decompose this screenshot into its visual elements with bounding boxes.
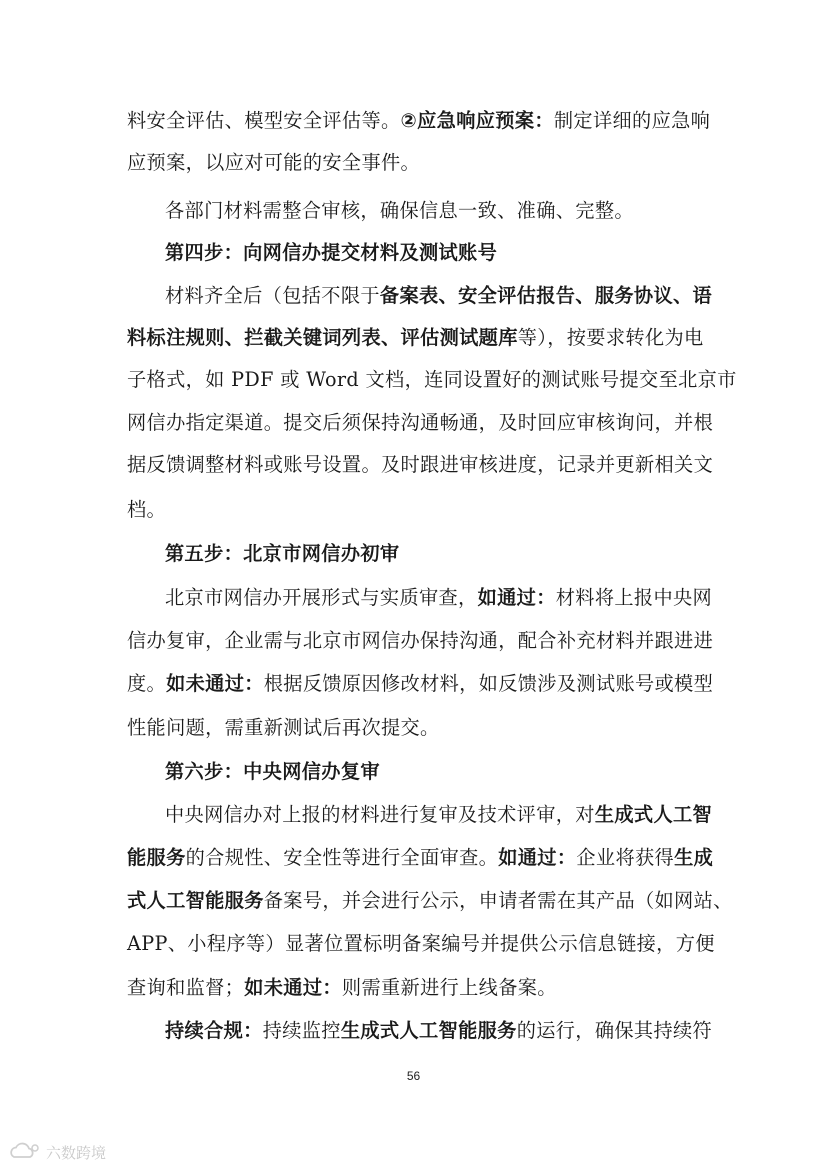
text-segment: 档。	[127, 498, 167, 521]
text-segment: 各部门材料需整合审核，确保信息一致、准确、完整。	[165, 199, 634, 222]
text-segment: APP、小程序等）显著位置标明备案编号并提供公示信息链接，方便	[127, 932, 715, 955]
text-segment: 网信办指定渠道。提交后须保持沟通畅通，及时回应审核询问，并根	[127, 411, 714, 434]
text-line	[165, 802, 713, 828]
text-line	[127, 150, 701, 176]
text-segment: 信办复审，企业需与北京市网信办保持沟通，配合补充材料并跟进进	[127, 629, 714, 652]
text-line	[165, 1018, 713, 1044]
text-line	[127, 975, 701, 1001]
text-segment: 性能问题，需重新测试后再次提交。	[127, 716, 440, 739]
text-line	[165, 198, 701, 224]
bold-text: 如通过：	[477, 586, 556, 609]
text-line	[127, 845, 714, 871]
text-segment: 的运行，确保其持续符	[516, 1019, 713, 1042]
bold-text: ②应急响应预案：	[400, 109, 554, 132]
text-segment: 制定详细的应急响	[553, 109, 711, 132]
text-segment: 应预案，以应对可能的安全事件。	[127, 151, 421, 174]
text-line	[127, 452, 714, 478]
text-line	[127, 410, 714, 436]
text-segment: 料安全评估、模型安全评估等。	[127, 109, 401, 132]
bold-text: 如未通过：	[244, 976, 342, 999]
text-segment: 持续监控	[262, 1019, 341, 1042]
text-segment: 查询和监督；	[127, 976, 245, 999]
bold-text: 第六步：中央网信办复审	[165, 760, 380, 783]
text-line	[127, 888, 733, 914]
bold-text: 备案表、安全评估报告、服务协议、语	[379, 284, 713, 307]
text-line	[165, 759, 701, 785]
text-line	[165, 240, 701, 266]
page-number: 56	[406, 1069, 421, 1083]
text-segment: 则需重新进行上线备案。	[341, 976, 557, 999]
text-line	[127, 108, 711, 134]
watermark-text: 六数跨境	[46, 1143, 107, 1162]
bold-text: 如未通过：	[166, 672, 264, 695]
text-segment: 中央网信办对上报的材料进行复审及技术评审，对	[165, 803, 595, 826]
text-segment: 材料将上报中央网	[555, 586, 713, 609]
text-line	[127, 367, 737, 393]
bold-text: 第四步：向网信办提交材料及测试账号	[165, 241, 498, 264]
text-segment: 北京市网信办开展形式与实质审查，	[165, 586, 478, 609]
text-segment: 据反馈调整材料或账号设置。及时跟进审核进度，记录并更新相关文	[127, 453, 714, 476]
text-segment: 子格式，如 PDF 或 Word 文档，连同设置好的测试账号提交至北京市	[127, 368, 737, 391]
bold-text: 如通过：	[498, 846, 577, 869]
bold-text: 式人工智能服务	[127, 889, 264, 912]
text-line	[127, 325, 704, 351]
text-line	[127, 628, 714, 654]
text-segment: 度。	[127, 672, 167, 695]
bold-text: 生成式人工智	[594, 803, 713, 826]
text-line	[127, 931, 715, 957]
text-line	[127, 715, 701, 741]
bold-text: 持续合规：	[165, 1019, 263, 1042]
text-line	[127, 497, 701, 523]
bold-text: 料标注规则、拦截关键词列表、评估测试题库	[127, 326, 518, 349]
cloud-logo-icon	[8, 1142, 42, 1162]
text-line	[165, 585, 713, 611]
text-segment: 等），按要求转化为电	[517, 326, 704, 349]
text-segment: 的合规性、安全性等进行全面审查。	[185, 846, 499, 869]
text-segment: 材料齐全后（包括不限于	[165, 284, 380, 307]
text-line	[127, 671, 714, 697]
text-line	[165, 283, 713, 309]
text-segment: 根据反馈原因修改材料，如反馈涉及测试账号或模型	[263, 672, 714, 695]
watermark	[8, 1140, 106, 1164]
bold-text: 能服务	[127, 846, 186, 869]
text-segment: 备案号，并会进行公示，申请者需在其产品（如网站、	[263, 889, 733, 912]
text-segment: 企业将获得	[576, 846, 675, 869]
bold-text: 生成	[674, 846, 714, 869]
text-line	[165, 541, 701, 567]
bold-text: 生成式人工智能服务	[340, 1019, 517, 1042]
bold-text: 第五步：北京市网信办初审	[165, 542, 400, 565]
